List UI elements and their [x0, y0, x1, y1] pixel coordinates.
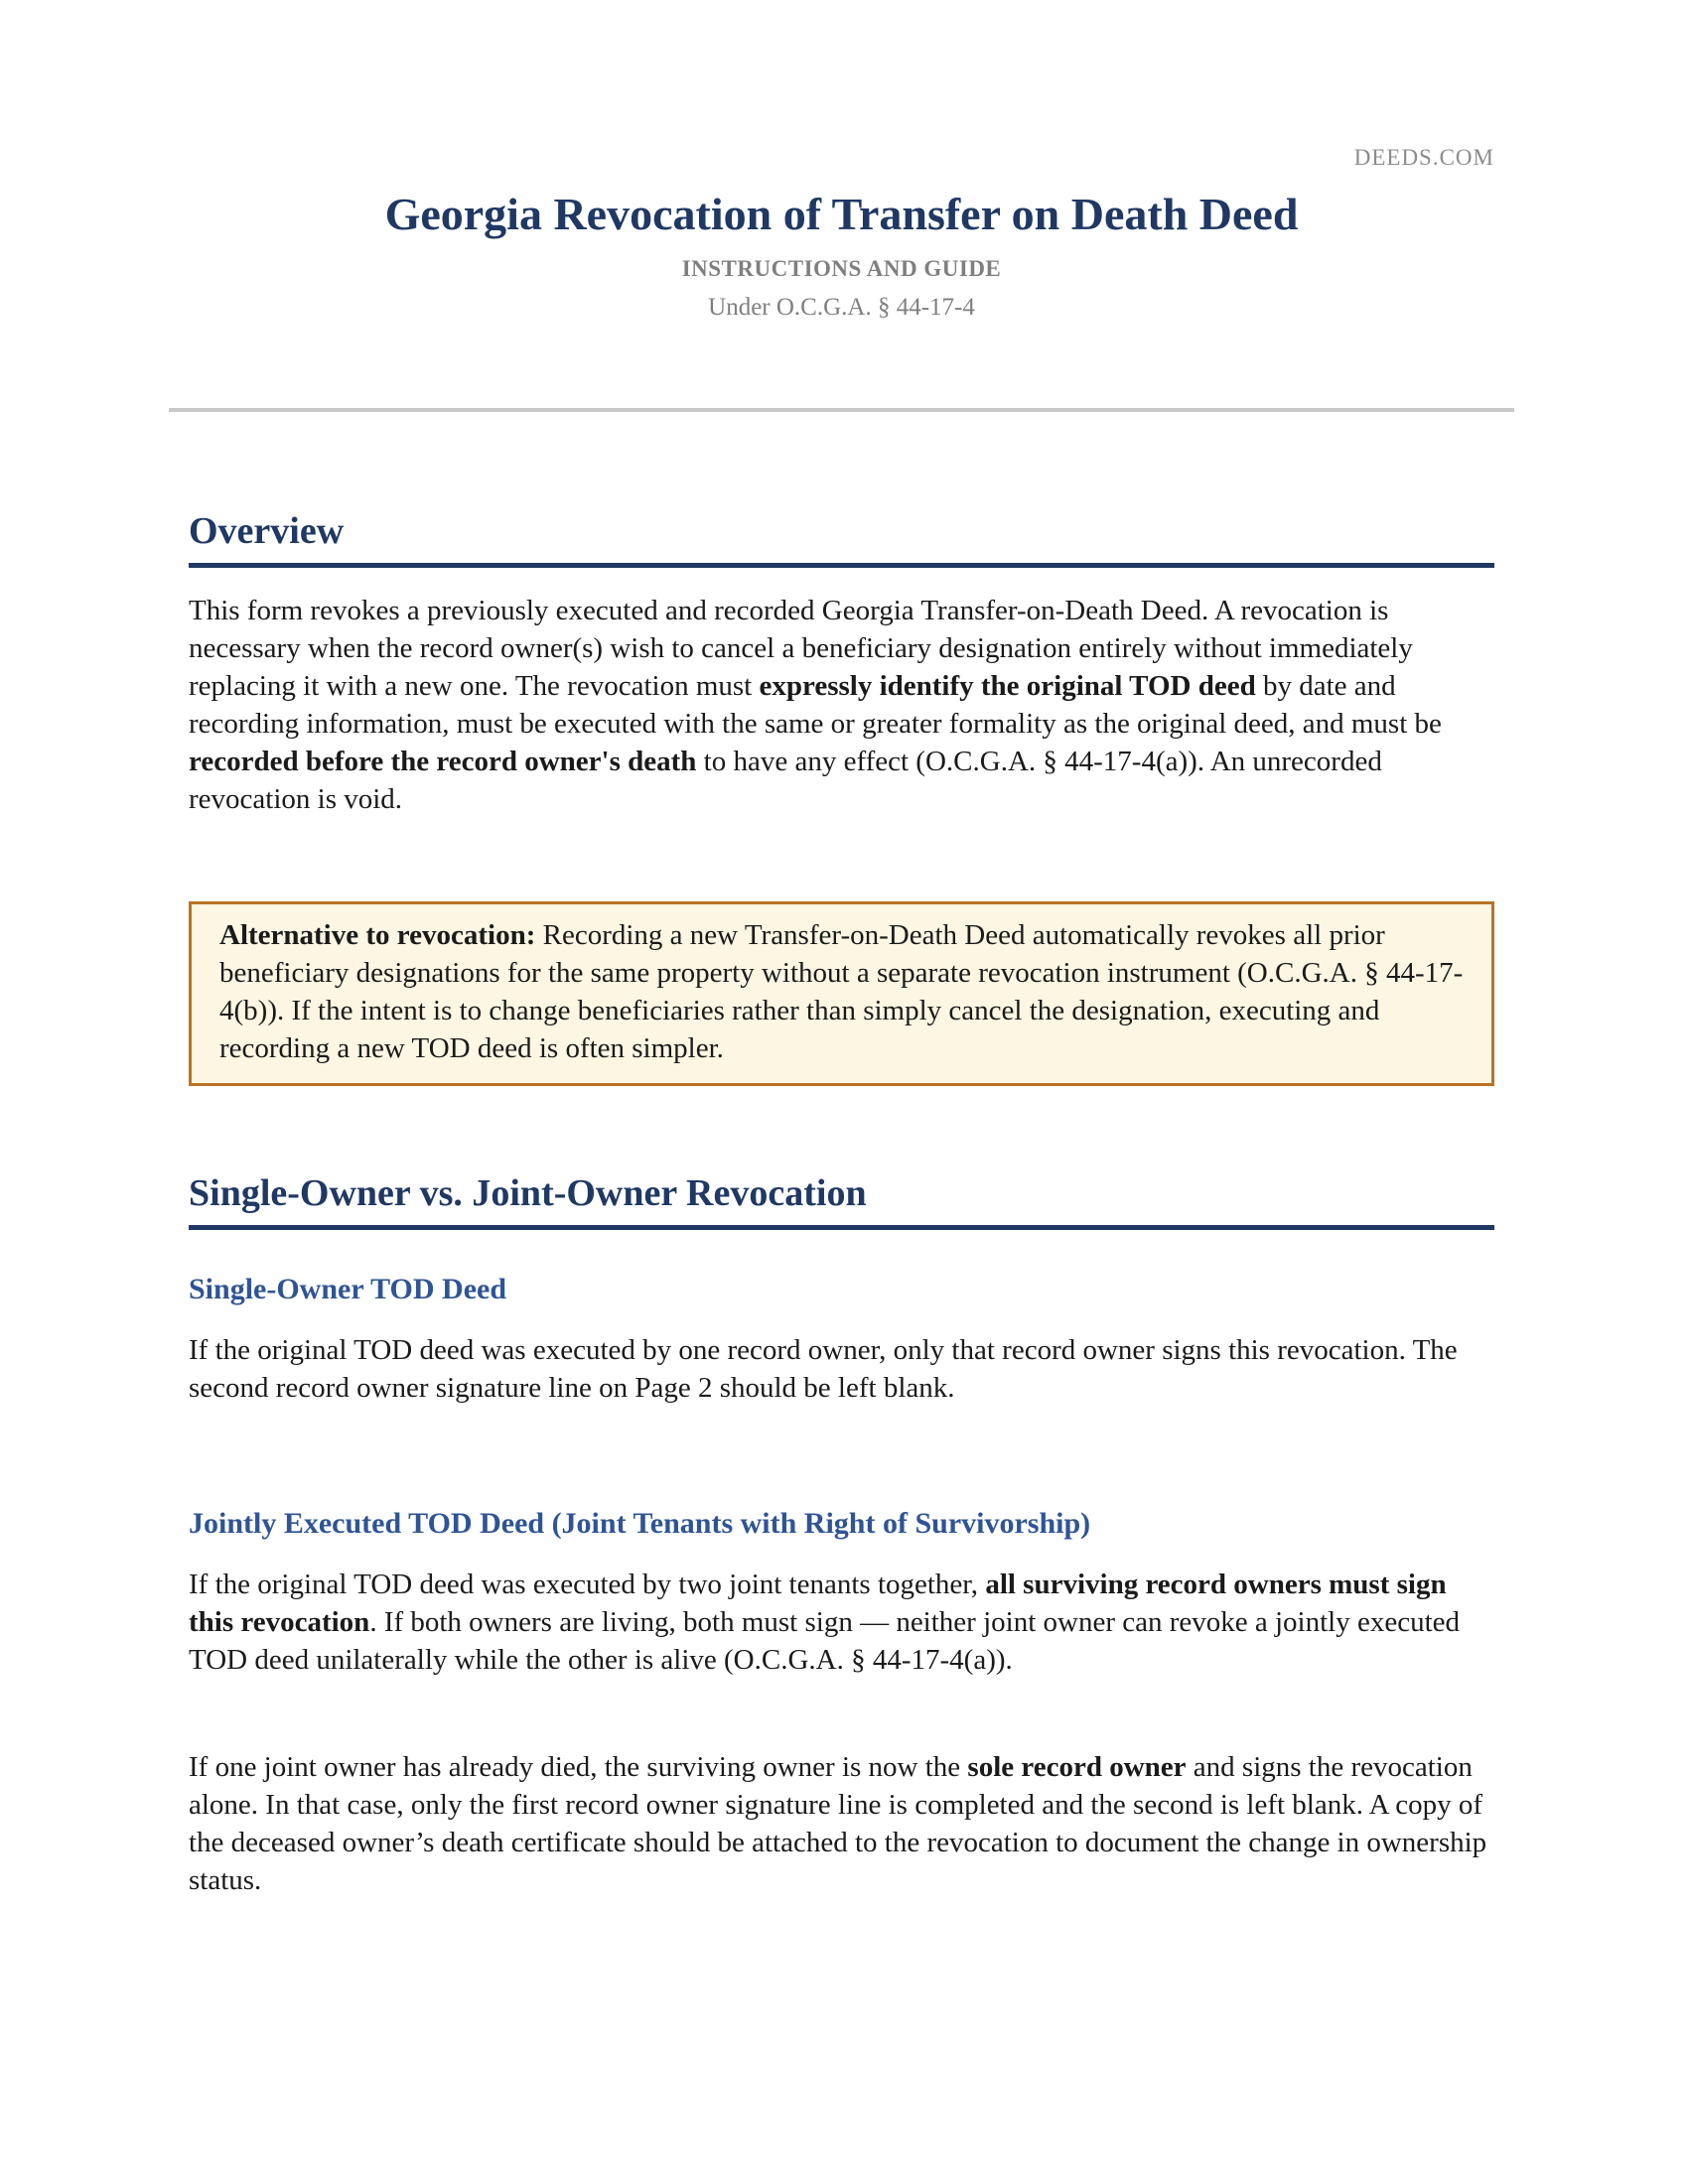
- subsection-heading-joint: Jointly Executed TOD Deed (Joint Tenants with Right of Survivorship): [189, 1507, 1091, 1540]
- single-owner-paragraph: If the original TOD deed was executed by one record owner, only that record owner signs this revocation. The second record owner signature line on Page 2 should be left blank.: [189, 1334, 1458, 1404]
- section-heading-overview: Overview: [189, 510, 345, 552]
- surviving-owner-paragraph: If one joint owner has already died, the surviving owner is now the sole record owner and signs the revocation alone. In that case, only the first record owner signature line is completed and the second is left blank. A copy of the deceased owner’s death certificate should be attached to the revocation to document the change in ownership status.: [189, 1751, 1487, 1896]
- joint-owner-paragraph: If the original TOD deed was executed by two joint tenants together, all surviving record owners must sign this revocation. If both owners are living, both must sign — neither joint owner can revoke a jointly executed TOD deed unilaterally while the other is alive (O.C.G.A. § 44-17-4(a)).: [189, 1569, 1461, 1676]
- document-subtitle: INSTRUCTIONS AND GUIDE: [681, 256, 1002, 281]
- comparison-heading-rule: [189, 1225, 1494, 1230]
- section-heading-comparison: Single-Owner vs. Joint-Owner Revocation: [189, 1172, 867, 1214]
- header-divider: [169, 408, 1514, 412]
- site-logo-text: DEEDS.COM: [1353, 145, 1494, 170]
- alternative-callout-box: [189, 901, 1494, 1086]
- statute-reference: Under O.C.G.A. § 44-17-4: [708, 294, 975, 321]
- overview-paragraph: This form revokes a previously executed and recorded Georgia Transfer-on-Death Deed. A revocation is necessary when the record owner(s) wish to cancel a beneficiary designation entirely without immediately replacing it with a new one. The revocation must expressly identify the original TOD deed by date and recording information, must be executed with the same or greater formality as the original deed, and must be recorded before the record owner's death to have any effect (O.C.G.A. § 44-17-4(a)). An unrecorded revocation is void.: [189, 595, 1442, 815]
- overview-heading-rule: [189, 563, 1494, 568]
- subsection-heading-single-owner: Single-Owner TOD Deed: [189, 1273, 507, 1305]
- alternative-callout-text: Alternative to revocation: Recording a new Transfer-on-Death Deed automatically revokes all prior beneficiary designations for the same property without a separate revocation instrument (O.C.G.A. § 44-17-4(b)). If the intent is to change beneficiaries rather than simply cancel the designation, executing and recording a new TOD deed is often simpler.: [219, 919, 1464, 1064]
- document-title: Georgia Revocation of Transfer on Death Deed: [384, 189, 1299, 239]
